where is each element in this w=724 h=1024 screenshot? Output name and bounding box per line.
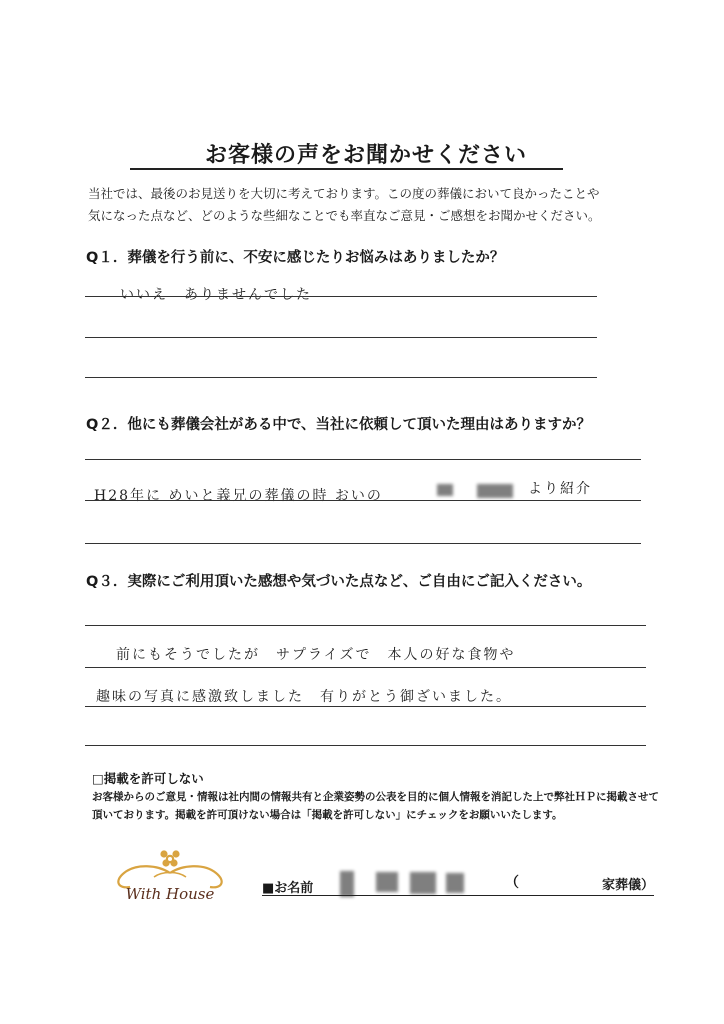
with-house-logo <box>98 843 243 913</box>
notice-line-1: お客様からのご意見・情報は社内間の情報共有と企業姿勢の公表を目的に個人情報を消記した上で弊社ＨＰに掲載させて <box>92 791 659 803</box>
answer-line <box>85 706 646 707</box>
name-label: ■お名前 <box>262 881 314 896</box>
redacted-name-blur <box>376 872 398 892</box>
answer-line <box>85 667 646 668</box>
redacted-name-blur <box>437 484 453 496</box>
answer-line <box>85 296 597 297</box>
notice-line-2: 頂いております。掲載を許可頂けない場合は「掲載を許可しない」にチェックをお願いいたします。 <box>92 809 563 821</box>
redacted-name-blur <box>477 484 513 498</box>
answer-line <box>85 745 646 746</box>
answer-2-line-1: H28年に めいと義兄の葬儀の時 おいの <box>94 488 383 504</box>
answer-line <box>85 625 646 626</box>
answer-3-line-2: 趣味の写真に感激致しました 有りがとう御ざいました。 <box>96 689 512 705</box>
funeral-suffix: 家葬儀） <box>602 878 655 893</box>
answer-3-line-1: 前にもそうでしたが サプライズで 本人の好な食物や <box>116 647 516 663</box>
answer-line <box>85 377 597 378</box>
intro-line-2: 気になった点など、どのような些細なことでも率直なご意見・ご感想をお聞かせください。 <box>88 208 601 223</box>
answer-line <box>85 459 641 460</box>
question-2-label: Q２．他にも葬儀会社がある中で、当社に依頼して頂いた理由はありますか？ <box>86 417 592 433</box>
answer-1-line-1: いいえ ありませんでした <box>120 287 312 303</box>
name-paren-open: （ <box>505 875 519 891</box>
answer-line <box>85 543 641 544</box>
answer-line <box>85 500 641 501</box>
redacted-name-blur <box>446 873 464 893</box>
title-underline <box>130 168 563 170</box>
answer-2-line-2: より紹介 <box>528 481 592 497</box>
redacted-name-blur <box>410 872 436 894</box>
page-title: お客様の声をお聞かせください <box>205 143 528 168</box>
intro-line-1: 当社では、最後のお見送りを大切に考えております。この度の葬儀において良かったことや <box>88 186 600 201</box>
question-3-label: Q３．実際にご利用頂いた感想や気づいた点など、ご自由にご記入ください。 <box>86 574 592 590</box>
redacted-name-blur <box>340 871 354 897</box>
name-underline <box>262 895 654 896</box>
answer-line <box>85 337 597 338</box>
no-publish-checkbox[interactable]: □掲載を許可しない <box>92 771 204 786</box>
question-1-label: Q１．葬儀を行う前に、不安に感じたりお悩みはありましたか？ <box>86 250 505 266</box>
logo-text: With House <box>125 885 215 903</box>
